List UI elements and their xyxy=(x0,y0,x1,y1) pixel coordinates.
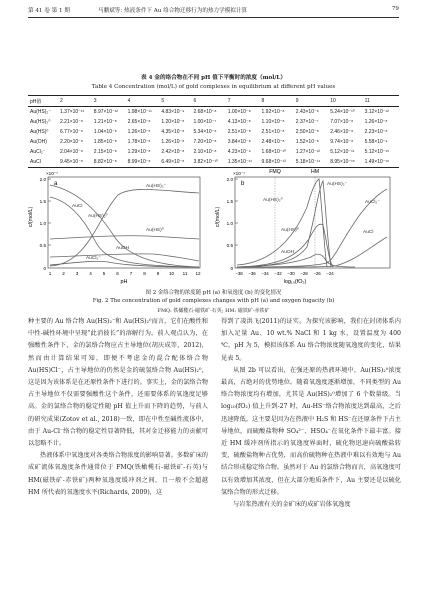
table-header-cell: 5 xyxy=(161,96,193,107)
panel-a-ytick-label: 1.0 xyxy=(39,220,46,226)
table-cell: 9.45×10⁻⁸ xyxy=(60,157,94,168)
table-cell: 2.42×10⁻⁸ xyxy=(161,149,185,155)
table-cell: 1.98×10⁻¹¹ xyxy=(127,109,152,115)
panel-b-ytick-label: 2.0 xyxy=(226,176,233,182)
label-auoh: AuOH xyxy=(116,246,130,251)
header-rule xyxy=(28,17,399,18)
table-cell-species: Au(HS)₂⁰ xyxy=(30,119,51,125)
panel-b-xtick-label: −24 xyxy=(326,271,334,276)
label-b-au-hs2-minus: Au(HS)₂⁻ xyxy=(327,182,348,187)
table-cell: 2.51×10⁻⁸ xyxy=(227,129,251,135)
table-cell: 2.50×10⁻⁸ xyxy=(295,129,319,135)
curve-au-hs2-0 xyxy=(50,185,199,267)
panel-a-xtick-label: 6 xyxy=(116,271,119,276)
table-cell: 1.00×10⁻⁸ xyxy=(227,109,251,115)
table-cell: 4.13×10⁻⁸ xyxy=(227,119,251,125)
table-cell: 5.24×10⁻¹⁰ xyxy=(330,109,355,115)
table-cell: 5.12×10⁻¹⁵ xyxy=(364,149,390,155)
panel-b-xtick-label: −36 xyxy=(248,271,256,276)
label-b-aucl2-minus: AuCl₂⁻ xyxy=(365,200,380,205)
table-cell: 1.29×10⁻⁸ xyxy=(127,149,151,155)
table-cell: 7.07×10⁻⁸ xyxy=(330,119,354,125)
table-cell: 2.15×10⁻⁸ xyxy=(93,149,117,155)
figure-caption-en: Fig. 2 The concentration of gold complexes changes with pH (a) and oxygen fugacity (b) xyxy=(92,298,335,304)
label-au-hs2-minus: Au(HS)₂⁻ xyxy=(146,184,167,189)
table-cell: 2.21×10⁻⁸ xyxy=(60,119,83,125)
table-cell: 4.23×10⁻⁹ xyxy=(227,149,251,155)
label-b-au-hs2-0: Au(HS)₂⁰ xyxy=(263,198,283,203)
table-cell: 6.77×10⁻⁸ xyxy=(60,129,83,135)
body-column-left xyxy=(28,316,208,499)
panel-a-ytick-label: 0 xyxy=(43,265,46,271)
table-cell: 2.23×10⁻⁸ xyxy=(364,129,388,135)
table-cell: 2.46×10⁻⁸ xyxy=(330,129,354,135)
panel-a-xtick-label: 12 xyxy=(195,271,201,276)
table-cell: 2.48×10⁻⁸ xyxy=(261,139,285,145)
table-cell: 1.35×10⁻¹¹ xyxy=(228,157,262,168)
table-cell: 1.85×10⁻⁸ xyxy=(93,139,117,145)
hm-label: HM xyxy=(310,169,320,175)
table-cell: 2.20×10⁻⁸ xyxy=(60,139,83,145)
panel-a-xtick-label: 5 xyxy=(102,271,106,276)
panel-b-svg xyxy=(215,167,400,285)
body-paragraph: 热液体系中氧逸度对各类络合物浓度的影响显著。多数矿床的成矿流体氧逸度条件通常位于 FMQ(铁橄榄石-磁铁矿-石英)与 HM(磁铁矿-赤铁矿)两种氧逸度缓冲剂之间，且一般不会超越 HM 所代表的氧逸度水平(Richards, 2009)，这 xyxy=(28,452,208,496)
table-cell: 1.92×10⁻⁸ xyxy=(261,109,285,115)
panel-b-xtick-label: −32 xyxy=(274,271,282,276)
table-cell: 5.34×10⁻⁸ xyxy=(193,129,217,135)
body-paragraph: 种主要的 Au 络合物 Au(HS)₂⁻和 Au(HS)₂⁰而言，它们在酸性和中性-碱性环境中呈现“此消彼长”的溶解行为。前人观点认为，在强酸性条件下，金的氯络合物应占主导地位(胡庆成等，2012)，然而由计算结果可知，即便不考虑金的混合配体络合物 Au(HS)Cl⁻，占主导地位的仍然是金的硫氢络合物 Au(HS)₂⁰，这是因为该体系是在还原性条件下进行的。事实上，金的氯络合物占主导地位不仅需要强酸性这个条件，还需要体系的氧逸度足够高。金的氯络合物的稳定性随 pH 值上升而下降的趋势，与前人的研究成果(Zotov et al., 2018)一致，即在中性至碱性流体中，由于 Au-Cl⁻络合物的稳定性显著降低，其对金迁移能力的贡献可以忽略不计。 xyxy=(28,318,208,448)
table-row xyxy=(28,107,399,118)
body-paragraph: 从图 2b 可以看出，在强还原的热液环境中，Au(HS)₂⁰浓度最高，占绝对的优势地位。随着氧逸度逐渐增加，不同类型的 Au 络合物浓度均有增加，尤其是 Au(HS)₂⁰增加了 6 个数量级。当 log₁₀(fO₂) 值上升到-27 时，Au-HS⁻络合物浓度达到最高，之后迅速降低。这主要是因为在热液中 H₂S 和 HS⁻在还原条件下占主导地位，而硫酸盐物种 SO₄²⁻、HSO₄⁻在氧化条件下最丰富。接近 HM 缓冲剂所指示的氧逸度界面时，硫化物迅速向硫酸盐转变，硫酸盐物种占优势，而高价硫物种在热液中难以有效地与 Au 结合形成稳定络合物。虽然对于 Au 的氯络合物而言，高氧逸度可以有效增加其浓度，但在大部分地质条件下，Au 主要还是以硫化氢络合物的形式迁移。 xyxy=(221,366,401,496)
panel-a-xlabel: pH xyxy=(120,279,128,285)
table-cell: 1.21×10⁻⁸ xyxy=(93,119,117,125)
panel-b-label: b xyxy=(241,181,245,187)
table-cell: 1.00×10⁻⁷ xyxy=(193,119,217,125)
panel-b-ytick-label: 1.5 xyxy=(226,198,233,204)
panel-b-exponent: ×10⁻⁷ xyxy=(233,171,245,176)
table-cell: 1.04×10⁻⁸ xyxy=(93,129,117,135)
panel-a-xtick-label: 2 xyxy=(62,271,65,276)
table-row xyxy=(28,157,399,168)
panel-b-ytick-label: 0.5 xyxy=(226,242,233,248)
table-cell-species: Au(HS)⁰ xyxy=(30,129,49,135)
label-au-hs-0: Au(HS)⁰ xyxy=(146,228,164,233)
table-cell: 2.10×10⁻⁸ xyxy=(193,149,217,155)
concentration-table xyxy=(28,95,399,168)
table-row xyxy=(28,147,399,157)
figure-caption-cn: 图 2 金络合物的浓度随 pH (a) 和氧逸度 (b) 的变化情况 xyxy=(145,290,282,296)
table-cell: 2.68×10⁻⁸ xyxy=(193,109,217,115)
panel-a-xtick-label: 9 xyxy=(156,271,160,276)
table-row xyxy=(28,137,399,147)
panel-b-ytick-label: 0 xyxy=(230,265,233,271)
table-header-cell: 2 xyxy=(60,96,94,107)
label-au-hs2-0: Au(HS)₂⁰ xyxy=(88,214,108,219)
panel-a-svg xyxy=(28,167,208,285)
table-row xyxy=(28,127,399,137)
table-header-cell: 9 xyxy=(296,96,330,107)
table-cell: 1.78×10⁻⁸ xyxy=(127,139,151,145)
table-cell: 5.18×10⁻¹⁴ xyxy=(296,157,330,168)
panel-a-xtick-label: 7 xyxy=(129,271,133,276)
panel-b-xtick-label: −28 xyxy=(300,271,308,276)
running-header xyxy=(28,6,399,16)
table-cell: 8.82×10⁻⁸ xyxy=(94,157,128,168)
panel-b-xtick-label: −38 xyxy=(235,271,243,276)
label-b-aucl: AuCl xyxy=(363,230,374,235)
panel-b-xtick-label: −26 xyxy=(313,271,321,276)
panel-a-xtick-label: 8 xyxy=(143,271,146,276)
curve-auoh xyxy=(50,254,199,261)
curve-au-hs-0 xyxy=(50,236,199,239)
table-cell: 1.37×10⁻¹¹ xyxy=(60,109,85,115)
label-b-au-hs-0: Au(HS)⁰ xyxy=(281,228,299,233)
label-b-auoh: AuOH xyxy=(281,250,295,255)
panel-a-exponent: ×10⁻⁷ xyxy=(46,171,58,176)
table-cell: 7.20×10⁻⁸ xyxy=(193,139,217,145)
table-cell: 8.99×10⁻⁸ xyxy=(128,157,162,168)
table-cell: 3.84×10⁻⁸ xyxy=(227,139,251,145)
table-header-cell: 11 xyxy=(365,96,399,107)
running-title: 马鹏斌等: 热液条件下 Au 络合物迁移行为的热力学模拟计算 xyxy=(98,8,248,14)
panel-a-label: a xyxy=(54,181,58,187)
figure-caption-note: FMQ: 铁橄榄石-磁铁矿-石英; HM: 磁铁矿-赤铁矿 xyxy=(157,308,270,314)
table-cell: 1.52×10⁻⁸ xyxy=(295,139,319,145)
table-header-row xyxy=(28,96,399,107)
panel-b-xtick-label: −30 xyxy=(287,271,295,276)
table-header-cell: 4 xyxy=(128,96,162,107)
body-paragraph: 得到了凌洪飞(2011)的证实。为探究该影响，我们在封闭体系内加入足量 Au、10 wt.% NaCl 和 1 kg 水，设置温度为 400 ℃，pH 为 5，模拟该体系 Au 络合物浓度随氧逸度的变化，结果见表 5。 xyxy=(221,318,401,362)
panel-a-xtick-label: 1 xyxy=(48,271,52,276)
table-header-cell: 6 xyxy=(193,96,227,107)
table-header-cell: 10 xyxy=(330,96,364,107)
table-cell: 5.58×10⁻⁹ xyxy=(364,139,388,145)
table-cell: 8.97×10⁻¹² xyxy=(93,109,118,115)
table-cell-species: AuCl xyxy=(28,157,60,168)
table-cell: 1.26×10⁻⁸ xyxy=(127,129,151,135)
figure-panel-a xyxy=(28,167,208,289)
panel-a-ytick-label: 1.5 xyxy=(39,198,46,204)
panel-b-ylabel: c/(mol/L) xyxy=(215,206,221,227)
table-cell-species: Au(OH) xyxy=(30,139,47,145)
table-cell: 2.51×10⁻⁸ xyxy=(261,129,285,135)
table-cell: 6.49×10⁻⁸ xyxy=(161,157,193,168)
table-header-cell: pH值 xyxy=(28,96,60,107)
panel-a-ytick-label: 0.5 xyxy=(39,242,46,248)
table-cell: 9.68×10⁻¹³ xyxy=(262,157,296,168)
table-cell: 2.04×10⁻⁸ xyxy=(60,149,83,155)
panel-b-ytick-label: 1.0 xyxy=(226,220,233,226)
table-cell: 1.68×10⁻¹⁰ xyxy=(261,149,287,155)
table-caption-en: Table 4 Concentration (mol/L) of gold complexes in equilibrium at different pH values xyxy=(91,84,336,90)
table-caption-cn: 表 4 金的络合物在不同 pH 值下平衡时的浓度（mol/L） xyxy=(141,75,286,81)
table-cell: 1.10×10⁻⁸ xyxy=(261,119,285,125)
panel-a-xtick-label: 10 xyxy=(168,271,175,276)
label-aucl: AuCl xyxy=(72,204,83,209)
journal-volume: 第 41 卷 第 1 期 xyxy=(28,8,70,14)
fmq-label: FMQ xyxy=(269,169,281,175)
panel-a-ylabel: c/(mol/L) xyxy=(28,206,34,227)
table-row xyxy=(28,117,399,127)
table-cell: 3.12×10⁻¹² xyxy=(364,109,389,115)
table-header-cell: 3 xyxy=(94,96,128,107)
table-cell: 1.49×10⁻¹⁶ xyxy=(365,157,399,168)
table-cell: 1.26×10⁻⁸ xyxy=(161,139,185,145)
panel-a-ytick-label: 2.0 xyxy=(39,176,46,182)
table-cell: 8.95×10⁻¹⁵ xyxy=(330,157,364,168)
table-cell: 1.20×10⁻⁸ xyxy=(161,119,185,125)
label-aucl2-minus: AuCl₂⁻ xyxy=(86,256,101,261)
table-cell: 2.37×10⁻⁷ xyxy=(295,119,319,125)
table-cell: 1.27×10⁻¹² xyxy=(295,149,320,155)
panel-a-xtick-label: 11 xyxy=(182,271,188,276)
figure-panel-b xyxy=(215,167,400,289)
table-cell: 2.65×10⁻⁸ xyxy=(127,119,151,125)
table-cell: 9.74×10⁻⁸ xyxy=(330,139,354,145)
table-cell: 2.43×10⁻⁸ xyxy=(295,109,319,115)
panel-b-xlabel: log₁₀(fO₂) xyxy=(283,279,307,285)
body-column-right xyxy=(221,316,401,511)
panel-b-xtick-label: −34 xyxy=(261,271,269,276)
table-cell: 1.26×10⁻⁸ xyxy=(364,119,388,125)
table-cell: 5.12×10⁻¹¹ xyxy=(330,149,355,155)
body-paragraph: 与岩浆热液有关的金矿床的成矿岩体氧逸度 xyxy=(233,501,351,509)
table-cell: 4.35×10⁻⁸ xyxy=(161,129,185,135)
table-header-cell: 7 xyxy=(228,96,262,107)
table-cell: 4.83×10⁻⁹ xyxy=(161,109,185,115)
curve-b-aucl xyxy=(237,237,387,267)
page-number: 79 xyxy=(391,6,399,12)
table-cell-species: Au(HS)₂⁻ xyxy=(30,109,51,115)
panel-a-xtick-label: 4 xyxy=(89,271,92,276)
table-cell-species: AuCl₂⁻ xyxy=(30,149,46,155)
table-header-cell: 8 xyxy=(262,96,296,107)
panel-a-xtick-label: 3 xyxy=(75,271,79,276)
table-cell: 3.82×10⁻¹⁰ xyxy=(193,157,227,168)
